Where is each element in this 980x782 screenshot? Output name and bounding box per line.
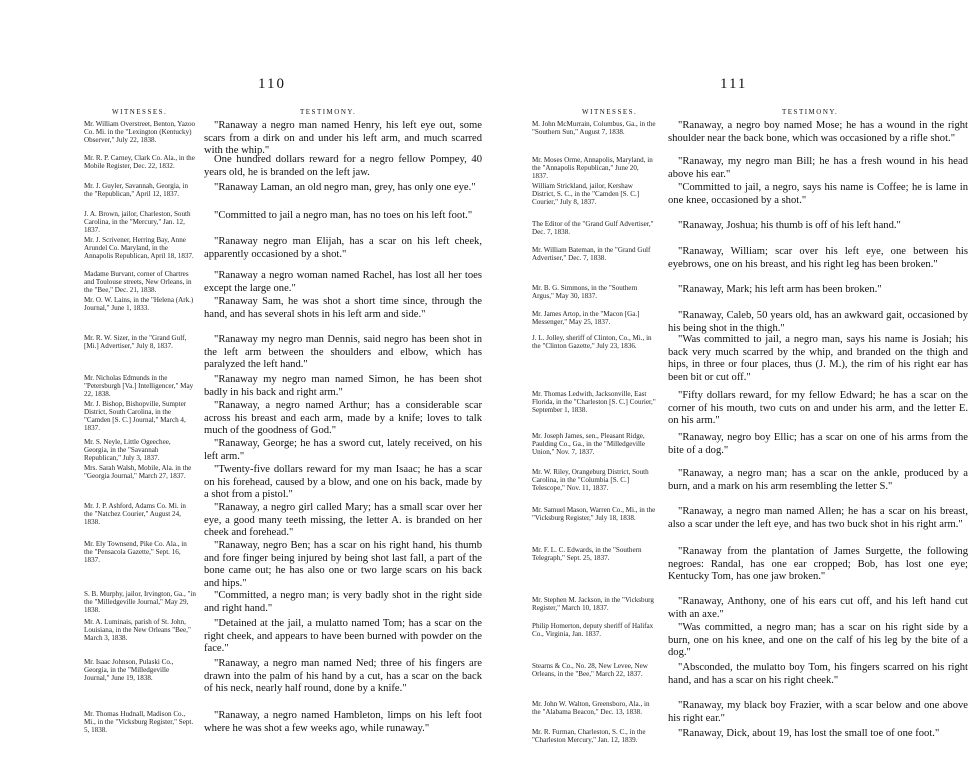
witness-citation: Mr. Samuel Mason, Warren Co., Mi., in the "Vicksburg Register," July 18, 1838. <box>532 506 656 523</box>
testimony-text: "Ranaway negro man Elijah, has a scar on his left cheek, apparently occasioned by a shot." <box>204 236 482 260</box>
witness-citation: Mr. Moses Orme, Annapolis, Maryland, in the "Annapolis Republican," June 20, 1837. <box>532 156 653 181</box>
witness-citation: William Strickland, jailor, Kershaw District, S. C., in the "Camden [S. C.] Courier," July 8, 1837. <box>532 182 640 207</box>
testimony-text: "Ranaway, George; he has a sword cut, lately received, on his left arm." <box>204 438 482 462</box>
witness-citation: Mr. S. Neyle, Little Ogeechee, Georgia, in the "Savannah Republican," July 3, 1837. <box>84 438 171 463</box>
witness-citation: Mr. William Bateman, in the "Grand Gulf Advertiser," Dec. 7, 1838. <box>532 246 651 263</box>
testimony-text: "Twenty-five dollars reward for my man Isaac; he has a scar on his forehead, caused by a blow, and one on his back, made by a shot from a pistol." <box>204 464 482 501</box>
testimony-text: "Ranaway, William; scar over his left eye, one between his eyebrows, one on his breast, and his right leg has been broken." <box>668 246 968 270</box>
testimony-text: One hundred dollars reward for a negro fellow Pompey, 40 years old, he is branded on the left jaw. <box>204 154 482 178</box>
testimony-text: "Ranaway, a negro named Arthur; has a considerable scar across his breast and each arm, made by a knife; loves to talk much of the goodness of God." <box>204 400 482 437</box>
witness-citation: Mr. J. P. Ashford, Adams Co. Mi. in the "Natchez Courier," August 24, 1838. <box>84 502 186 527</box>
witness-citation: Mr. Nicholas Edmunds in the "Petersburgh [Va.] Intelligencer," May 22, 1838. <box>84 374 194 399</box>
testimony-text: "Ranaway, a negro man named Allen; he has a scar on his breast, also a scar under the left eye, and has two buck shot in his right arm." <box>668 506 968 530</box>
testimony-text: "Ranaway, Caleb, 50 years old, has an awkward gait, occasioned by his being shot in the thigh." <box>668 310 968 334</box>
witness-citation: Mrs. Sarah Walsh, Mobile, Ala. in the "Georgia Journal," March 27, 1837. <box>84 464 192 481</box>
testimony-text: "Ranaway, Anthony, one of his ears cut off, and his left hand cut with an axe." <box>668 596 968 620</box>
testimony-text: "Ranaway my negro man Dennis, said negro has been shot in the left arm between the shoulders and elbow, which has paralyzed the left hand." <box>204 334 482 371</box>
witness-citation: Stearns & Co., No. 28, New Levee, New Orleans, in the "Bee," March 22, 1837. <box>532 662 648 679</box>
testimony-text: "Ranaway, a negro man; has a scar on the ankle, produced by a burn, and a mark on his arm resembling the letter S." <box>668 468 968 492</box>
witness-citation: Mr. R. Furman, Charleston, S. C., in the "Charleston Mercury," Jan. 12, 1839. <box>532 728 646 745</box>
witness-citation: Mr. J. Bishop, Bishopville, Sumpter District, South Carolina, in the "Camden [S. C.] Journal," March 4, 1837. <box>84 400 187 433</box>
testimony-text: "Ranaway from the plantation of James Surgette, the following negroes: Randal, has one ear cropped; Bob, has lost one eye; Kentucky Tom, has one jaw broken." <box>668 546 968 583</box>
testimony-text: "Ranaway a negro man named Henry, his left eye out, some scars from a dirk on and under his left arm, and much scarred with the whip." <box>204 120 482 157</box>
testimony-text: "Ranaway, a negro named Hambleton, limps on his left foot where he was shot a few weeks ago, while runaway." <box>204 710 482 734</box>
testimony-text: "Ranaway, Dick, about 19, has lost the small toe of one foot." <box>678 728 940 739</box>
witness-citation: Mr. Stephen M. Jackson, in the "Vicksburg Register," March 10, 1837. <box>532 596 654 613</box>
testimony-text: "Committed, a negro man; is very badly shot in the right side and right hand." <box>204 590 482 614</box>
witness-citation: Mr. James Artop, in the "Macon [Ga.] Messenger," May 25, 1837. <box>532 310 640 327</box>
testimony-text: "Detained at the jail, a mulatto named Tom; has a scar on the right cheek, and appears to have been burned with powder on the face." <box>204 618 482 655</box>
witness-citation: Mr. Joseph James, sen., Pleasant Ridge, Paulding Co., Ga., in the "Milledgeville Union," Nov. 7, 1837. <box>532 432 646 457</box>
testimony-text: "Ranaway my negro man named Simon, he has been shot badly in his back and right arm." <box>204 374 482 398</box>
witness-citation: Mr. R. P. Carney, Clark Co. Ala., in the Mobile Register, Dec. 22, 1832. <box>84 154 195 171</box>
testimony-text: "Ranaway, my negro man Bill; he has a fresh wound in his head above his ear." <box>668 156 968 180</box>
witness-citation: M. John McMurrain, Columbus, Ga., in the "Southern Sun," August 7, 1838. <box>532 120 656 137</box>
testimony-text: "Committed to jail, a negro, says his name is Coffee; he is lame in one knee, occasioned by a shot." <box>668 182 968 206</box>
testimony-text: "Ranaway, Mark; his left arm has been broken." <box>678 284 882 295</box>
testimony-text: "Ranaway, negro Ben; has a scar on his right hand, his thumb and fore finger being injured by being shot last fall, a part of the bone came out; he has also one or two large scars on his back and hips." <box>204 540 482 589</box>
witness-citation: S. B. Murphy, jailor, Irvington, Ga., "in the "Milledgeville Journal," May 29, 1838. <box>84 590 196 615</box>
testimony-heading: TESTIMONY. <box>782 108 839 116</box>
witness-citation: Mr. John W. Walton, Greensboro, Ala., in the "Alabama Beacon," Dec. 13, 1838. <box>532 700 650 717</box>
witness-citation: Mr. A. Luminais, parish of St. John, Louisiana, in the New Orleans "Bee," March 3, 1838. <box>84 618 191 643</box>
testimony-text: "Absconded, the mulatto boy Tom, his fingers scarred on his right hand, and has a scar on his right cheek." <box>668 662 968 686</box>
witness-citation: Mr. Thomas Ledwith, Jacksonville, East Florida, in the "Charleston [S. C.] Courier," September 1, 1838. <box>532 390 656 415</box>
testimony-text: "Was committed to jail, a negro man, says his name is Josiah; his back very much scarred by the whip, and branded on the thigh and hips, in three or four places, thus (J. M.), the rim of his right ear has been bit or cut off." <box>668 334 968 383</box>
witnesses-heading: WITNESSES. <box>582 108 638 116</box>
witness-citation: J. A. Brown, jailor, Charleston, South Carolina, in the "Mercury," Jan. 12, 1837. <box>84 210 191 235</box>
witness-citation: Mr. Thomas Hudnall, Madison Co., Mi., in the "Vicksburg Register," Sept. 5, 1838. <box>84 710 194 735</box>
testimony-text: "Committed to jail a negro man, has no toes on his left foot." <box>214 210 473 221</box>
right-page <box>492 0 980 782</box>
witness-citation: Mr. R. W. Sizer, in the "Grand Gulf, [Mi.] Advertiser," July 8, 1837. <box>84 334 187 351</box>
testimony-text: "Was committed, a negro man; has a scar on his right side by a burn, one on his knee, and one on the calf of his leg by the bite of a dog." <box>668 622 968 659</box>
witness-citation: Mr. W. Riley, Orangeburg District, South Carolina, in the "Columbia [S. C.] Telescope," Nov. 11, 1837. <box>532 468 649 493</box>
testimony-text: "Ranaway, a negro girl called Mary; has a small scar over her eye, a good many teeth missing, the letter A. is branded on her cheek and forehead." <box>204 502 482 539</box>
witness-citation: J. L. Jolley, sheriff of Clinton, Co., Mi., in the "Clinton Gazette," July 23, 1836. <box>532 334 652 351</box>
testimony-text: "Ranaway a negro woman named Rachel, has lost all her toes except the large one." <box>204 270 482 294</box>
testimony-text: "Ranaway Laman, an old negro man, grey, has only one eye." <box>214 182 476 193</box>
witness-citation: Philip Homerton, deputy sheriff of Halifax Co., Virginia, Jan. 1837. <box>532 622 654 639</box>
testimony-text: "Ranaway, a negro man named Ned; three of his fingers are drawn into the palm of his hand by a cut, has a scar on the back of his neck, nearly half round, done by a knife." <box>204 658 482 695</box>
testimony-text: "Ranaway, Joshua; his thumb is off of his left hand." <box>678 220 901 231</box>
page-number: 110 <box>258 76 286 92</box>
witness-citation: The Editor of the "Grand Gulf Advertiser," Dec. 7, 1838. <box>532 220 654 237</box>
testimony-text: "Fifty dollars reward, for my fellow Edward; he has a scar on the corner of his mouth, two cuts on and under his arm, and the letter E. on his arm." <box>668 390 968 427</box>
witness-citation: Mr. B. G. Simmons, in the "Southern Argus," May 30, 1837. <box>532 284 638 301</box>
testimony-heading: TESTIMONY. <box>300 108 357 116</box>
witnesses-heading: WITNESSES. <box>112 108 168 116</box>
witness-citation: Mr. Ely Townsend, Pike Co. Ala., in the "Pensacola Gazette," Sept. 16, 1837. <box>84 540 187 565</box>
witness-citation: Mr. O. W. Lains, in the "Helena (Ark.) Journal," June 1, 1833. <box>84 296 194 313</box>
witness-citation: Mr. F. L. C. Edwards, in the "Southern Telegraph," Sept. 25, 1837. <box>532 546 642 563</box>
testimony-text: "Ranaway, my black boy Frazier, with a scar below and one above his right ear." <box>668 700 968 724</box>
testimony-text: "Ranaway, a negro boy named Mose; he has a wound in the right shoulder near the back bone, which was occasioned by a rifle shot." <box>668 120 968 144</box>
testimony-text: "Ranaway Sam, he was shot a short time since, through the hand, and has several shots in his left arm and side." <box>204 296 482 320</box>
witness-citation: Mr. J. Guyler, Savannah, Georgia, in the "Republican," April 12, 1837. <box>84 182 189 199</box>
testimony-text: "Ranaway, negro boy Ellic; has a scar on one of his arms from the bite of a dog." <box>668 432 968 456</box>
witness-citation: Mr. Isaac Johnson, Pulaski Co., Georgia, in the "Milledgeville Journal," June 19, 1838. <box>84 658 174 683</box>
witness-citation: Mr. William Overstreet, Benton, Yazoo Co. Mi. in the "Lexington (Kentucky) Observer," July 22, 1838. <box>84 120 196 145</box>
witness-citation: Madame Burvant, corner of Chartres and Toulouse streets, New Orleans, in the "Bee," Dec. 21, 1838. <box>84 270 192 295</box>
page-number: 111 <box>720 76 748 92</box>
witness-citation: Mr. J. Scrivener, Herring Bay, Anne Arundel Co. Maryland, in the Annapolis Republican, April 18, 1837. <box>84 236 194 261</box>
